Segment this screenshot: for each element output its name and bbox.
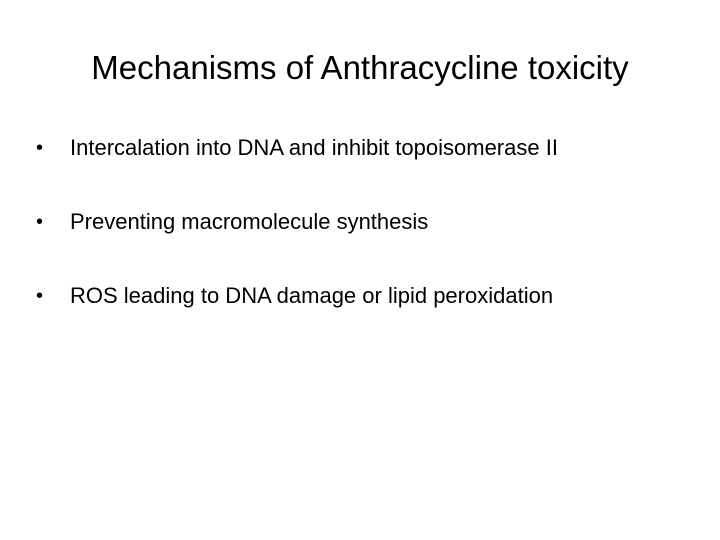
bullet-item (36, 278, 706, 314)
bullet-icon: • (36, 137, 44, 159)
bullet-icon: • (36, 285, 44, 307)
bullet-icon: • (36, 211, 44, 233)
bullet-text: Intercalation into DNA and inhibit topoisomerase II (70, 135, 558, 160)
slide-title: Mechanisms of Anthracycline toxicity (91, 49, 629, 86)
bullet-list (36, 130, 706, 352)
bullet-text: ROS leading to DNA damage or lipid peroxidation (70, 283, 554, 308)
bullet-text: Preventing macromolecule synthesis (70, 209, 429, 234)
bullet-item (36, 130, 706, 166)
bullet-item (36, 204, 706, 240)
